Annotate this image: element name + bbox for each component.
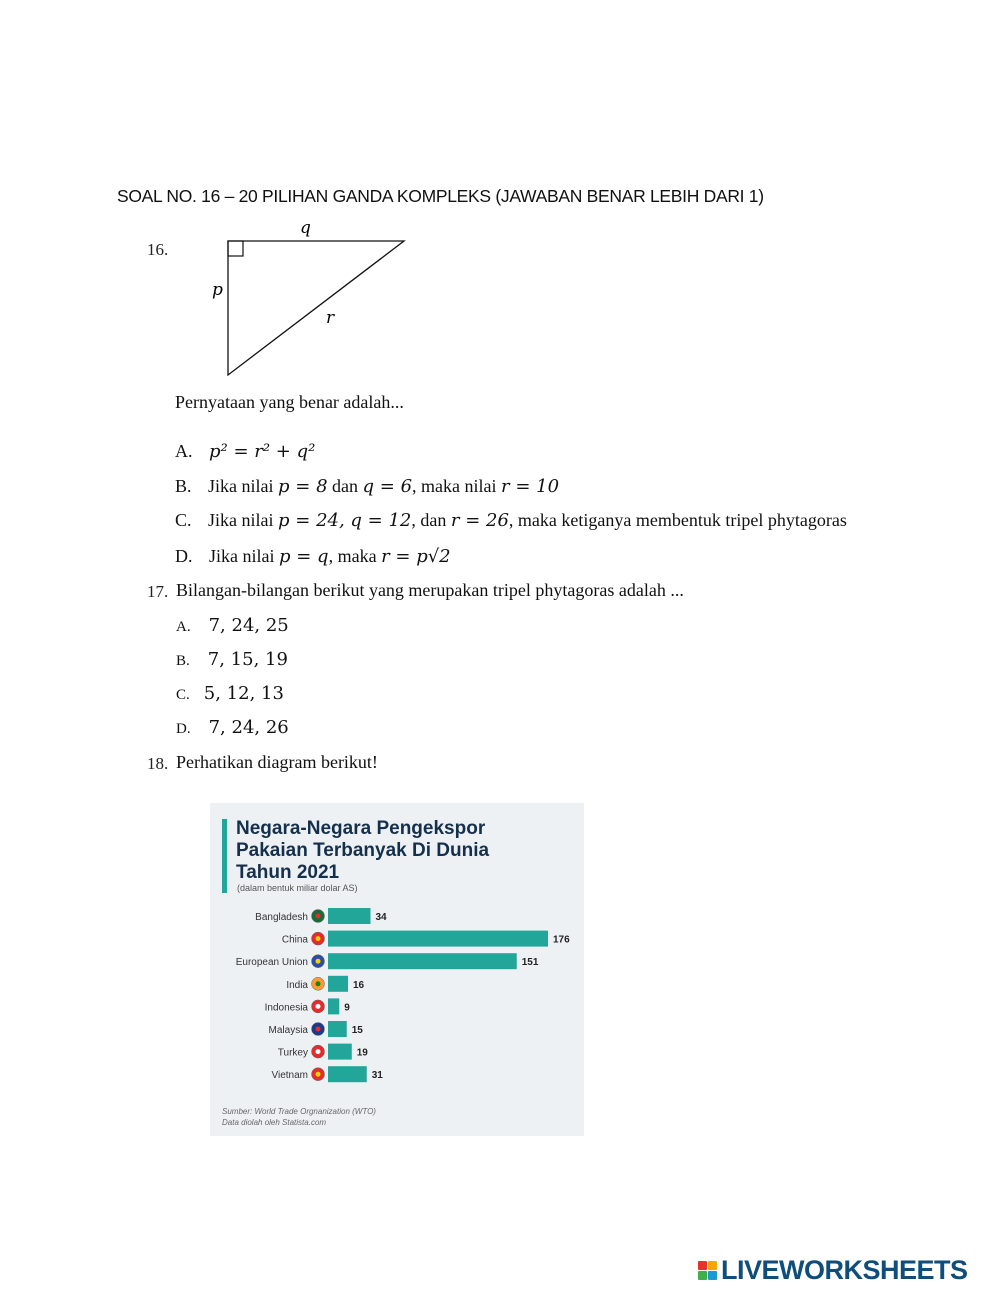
option-letter: B. xyxy=(176,653,190,669)
category-label-turkey: Turkey xyxy=(277,1047,308,1059)
category-label-vietnam: Vietnam xyxy=(271,1070,308,1082)
q17-option-a[interactable] xyxy=(176,615,289,636)
chart-source-line-1: Sumber: World Trade Orgnanization (WTO) xyxy=(222,1107,376,1116)
option-letter: C. xyxy=(176,687,190,703)
bars-group xyxy=(236,908,570,1082)
option-d-text: 7, 24, 26 xyxy=(208,717,289,738)
option-d-math-pq: p = q xyxy=(279,546,329,567)
q16-option-a[interactable] xyxy=(175,441,315,462)
option-letter: B. xyxy=(175,476,192,496)
value-label-indonesia: 9 xyxy=(344,1002,350,1014)
question-17-number: 17. xyxy=(147,582,169,601)
q17-option-d[interactable] xyxy=(176,717,289,738)
option-b-math-p: p = 8 xyxy=(278,476,328,497)
right-triangle-diagram xyxy=(200,215,430,385)
q17-option-c[interactable] xyxy=(176,683,284,704)
option-d-pre: Jika nilai xyxy=(209,546,279,566)
bar-china xyxy=(328,931,548,947)
category-label-bangladesh: Bangladesh xyxy=(255,912,308,923)
chart-title-line-3: Tahun 2021 xyxy=(236,862,340,883)
category-label-indonesia: Indonesia xyxy=(264,1002,308,1014)
triangle-label-p: p xyxy=(212,280,223,300)
category-label-malaysia: Malaysia xyxy=(268,1025,308,1036)
question-16-prompt: Pernyataan yang benar adalah... xyxy=(175,392,404,412)
export-bar-chart xyxy=(210,803,584,1136)
option-letter: A. xyxy=(176,619,191,635)
chart-subtitle: (dalam bentuk miliar dolar AS) xyxy=(237,883,358,893)
option-c-pre: Jika nilai xyxy=(208,510,279,530)
option-b-mid2: , maka nilai xyxy=(412,476,501,496)
value-label-malaysia: 15 xyxy=(351,1025,363,1036)
bar-turkey xyxy=(328,1044,352,1060)
category-label-european-union: European Union xyxy=(235,957,308,969)
question-18-prompt: Perhatikan diagram berikut! xyxy=(176,752,378,772)
q16-option-c[interactable] xyxy=(175,510,847,531)
section-title: SOAL NO. 16 – 20 PILIHAN GANDA KOMPLEKS (JAWABAN BENAR LEBIH DARI 1) xyxy=(117,186,764,206)
option-c-post: , maka ketiganya membentuk tripel phytagoras xyxy=(508,510,847,530)
option-a-text: 7, 24, 25 xyxy=(208,615,289,636)
option-b-math-r: r = 10 xyxy=(501,476,560,497)
option-b-text: 7, 15, 19 xyxy=(207,649,288,670)
chart-svg xyxy=(210,803,584,1136)
bar-vietnam xyxy=(328,1066,367,1082)
option-b-pre: Jika nilai xyxy=(208,476,279,496)
option-d-math-r: r = p√2 xyxy=(381,546,451,567)
chart-title-line-2: Pakaian Terbanyak Di Dunia xyxy=(236,840,490,861)
title-accent-bar xyxy=(222,819,227,893)
bar-european-union xyxy=(328,953,517,969)
value-label-china: 176 xyxy=(553,934,570,946)
chart-source-line-2: Data diolah oleh Statista.com xyxy=(222,1118,327,1127)
eu-flag-icon-emblem xyxy=(316,959,321,964)
option-c-math-pq: p = 24, q = 12 xyxy=(278,510,412,531)
bangladesh-flag-icon-emblem xyxy=(316,914,321,919)
triangle-label-q: q xyxy=(300,218,311,238)
question-16-number: 16. xyxy=(147,240,169,259)
option-letter: D. xyxy=(175,546,193,566)
category-label-china: China xyxy=(281,934,308,946)
option-letter: D. xyxy=(176,721,191,737)
turkey-flag-icon-emblem xyxy=(316,1049,321,1054)
china-flag-icon-emblem xyxy=(316,936,321,941)
question-18-number: 18. xyxy=(147,754,169,773)
indonesia-flag-icon-emblem xyxy=(316,1004,321,1009)
chart-title-line-1: Negara-Negara Pengekspor xyxy=(236,818,486,839)
option-b-math-q: q = 6 xyxy=(362,476,413,497)
option-d-mid: , maka xyxy=(328,546,382,566)
malaysia-flag-icon-emblem xyxy=(316,1027,321,1032)
triangle-shape xyxy=(228,241,404,375)
logo-blocks-icon xyxy=(698,1261,717,1280)
right-angle-marker xyxy=(228,241,243,256)
bar-indonesia xyxy=(328,998,339,1014)
category-label-india: India xyxy=(286,979,308,991)
liveworksheets-logo[interactable] xyxy=(698,1255,968,1285)
vietnam-flag-icon-emblem xyxy=(316,1072,321,1077)
q16-option-d[interactable] xyxy=(175,546,451,567)
value-label-european-union: 151 xyxy=(521,957,539,969)
option-a-text: p² = r² + q² xyxy=(209,441,316,462)
value-label-bangladesh: 34 xyxy=(375,912,387,923)
option-letter: C. xyxy=(175,510,192,530)
option-c-text: 5, 12, 13 xyxy=(203,683,284,704)
value-label-vietnam: 31 xyxy=(371,1070,383,1082)
q17-option-b[interactable] xyxy=(176,649,288,670)
option-c-mid: , dan xyxy=(411,510,451,530)
bar-malaysia xyxy=(328,1021,347,1037)
logo-text: LIVEWORKSHEETS xyxy=(721,1254,968,1285)
question-17-prompt: Bilangan-bilangan berikut yang merupakan tripel phytagoras adalah ... xyxy=(176,580,684,600)
option-c-math-r: r = 26 xyxy=(450,510,509,531)
option-b-mid: dan xyxy=(327,476,363,496)
triangle-label-r: r xyxy=(326,308,335,328)
value-label-turkey: 19 xyxy=(356,1047,368,1059)
value-label-india: 16 xyxy=(353,979,365,991)
q16-option-b[interactable] xyxy=(175,476,559,497)
bar-bangladesh xyxy=(328,908,371,924)
option-letter: A. xyxy=(175,441,193,461)
bar-india xyxy=(328,976,348,992)
india-flag-icon-emblem xyxy=(316,981,321,986)
